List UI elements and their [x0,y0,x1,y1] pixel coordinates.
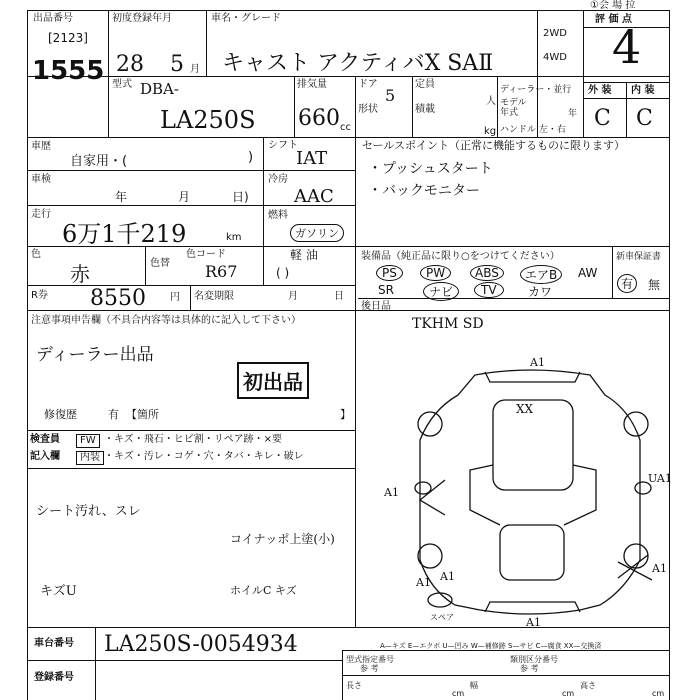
shape-label: 形状 [358,104,378,115]
color-no-label: 色替 [150,258,170,269]
inspector-label: 検査員 [30,434,60,445]
size-label: 長さ [346,681,362,690]
repair-label: 修復歴 [44,408,77,421]
recycle-value: 8550 [90,286,146,311]
equip-airbag: エアB [520,265,562,284]
usage-close: ) [248,150,254,165]
fourwd-label: 4WD [543,52,567,63]
equip-pw: PW [420,265,451,281]
sales-label: セールスポイント（正常に機能するものに限ります） [362,139,626,152]
aftermarket-label: 後日品 [361,301,391,312]
carname-label: 車名・グレード [211,13,281,24]
warranty-no: 無 [648,278,661,292]
diagram-mark-rear-left: A1 [416,576,431,589]
diagram-mark-left: A1 [384,486,399,499]
type-label: 型式指定番号 [346,655,394,664]
usage-label: 車歴 [31,141,51,152]
notes-value: ディーラー出品 [36,345,154,365]
color-label: 色 [31,249,41,260]
displacement-unit: cc [340,122,351,133]
row2-head: 内装 [76,451,104,465]
capacity-label: 定員 [415,79,435,90]
equip-tv: TV [474,282,504,298]
repair-close: 】 [340,408,351,421]
meigi-month: 月 [288,291,298,302]
int-label: 内 装 [631,85,655,96]
int-value: C [636,106,653,131]
warranty-label: 新車保証書 [616,252,662,262]
class-label: 類別区分番号 [510,655,558,664]
handle-label: ハンドル 左・右 [500,125,566,135]
ext-value: C [594,106,611,131]
fuel-label: 燃料 [268,210,288,221]
record-label: 記入欄 [30,451,60,462]
remark-line-1: シート汚れ、スレ [36,504,141,519]
aftermarket-value: TKHM SD [412,316,484,332]
remark-line-4: ホイルC キズ [230,584,297,597]
height-unit-cm: cm [652,689,665,698]
color-value: 赤 [70,262,90,286]
shaken-year: 年 [115,190,128,204]
diagram-mark-wheel: A1 [440,570,455,583]
diagram-mark-bottom: A1 [526,616,541,629]
doors-label: ドア [358,79,378,90]
first-listing-stamp: 初出品 [237,362,309,399]
meigi-day: 日 [334,291,344,302]
equip-leather: カワ [528,285,553,299]
sales-point-2: ・バックモニター [368,183,480,199]
reg-label: 登録番号 [34,672,74,683]
chassis-label: 車台番号 [34,638,74,649]
width-label: 幅 [470,681,478,690]
equip-navi: ナビ [423,282,459,301]
class-ref: 参 考 [520,664,539,673]
usage-value: 自家用・( [70,154,128,169]
shaken-month: 月 [178,190,191,204]
recycle-unit: 円 [170,292,180,303]
warranty-yes: 有 [617,274,637,293]
displacement-value: 660 [298,106,340,131]
height-label: 高さ [580,681,596,690]
year-unit: 年 [568,109,578,119]
shift-value: IAT [296,148,328,169]
row1-head: FW [76,434,100,448]
lot-code: [2123] [48,31,88,45]
equip-aw: AW [578,266,598,280]
diagram-mark-roof: A1 [530,356,545,369]
mileage-label: 走行 [31,209,51,220]
width-unit-cm: cm [562,689,575,698]
chassis-value: LA250S-0054934 [104,632,298,657]
meigi-label: 名変期限 [194,291,234,302]
sales-point-1: ・プッシュスタート [368,161,493,177]
displacement-label: 排気量 [297,79,327,90]
shaken-label: 車検 [31,174,51,185]
doors-value: 5 [385,86,396,105]
diagram-mark-rear-right: A1 [652,562,667,575]
model-year-label: モデル年式 [500,98,527,118]
fuel-value: ガソリン [290,224,344,242]
model-prefix: DBA- [140,80,179,98]
size-unit-cm: cm [452,689,465,698]
shaken-day: 日) [232,190,249,204]
mileage-unit: km [226,232,242,243]
type-ref: 参 考 [360,664,379,673]
color-code-label: 色コード [186,249,226,260]
auction-place: ①会 場 拉 [590,0,636,11]
equipment-label: 装備品（純正品に限り○をつけてください） [361,251,560,262]
remark-line-2: コイナッポ上塗(小) [230,532,335,546]
recycle-label: R券 [31,290,48,301]
first-reg-year: 28 [116,52,144,77]
mileage-value: 6万1千219 [62,220,187,248]
lot-number: 1555 [32,56,105,86]
first-reg-label: 初度登録年月 [112,13,172,24]
lot-label: 出品番号 [33,13,73,24]
first-reg-month: 5 [170,52,184,77]
repair-place: 【箇所 [126,408,159,421]
grade-value: 4 [612,20,642,74]
ext-label: 外 装 [588,85,612,96]
ac-value: AAC [294,186,334,207]
month-unit: 月 [190,64,200,75]
capacity-unit: 人 [486,96,496,107]
color-code-value: R67 [205,262,238,281]
diagram-mark-hood: XX [516,402,534,416]
fuel-alt: 軽 油 [290,248,318,262]
row1-items: ・キズ・飛石・ヒビ割・リペア跡・×要 [104,434,282,445]
shift-label: シフト [268,140,298,151]
model-value: LA250S [160,106,256,134]
model-label: 型式 [112,79,132,90]
twowd-label: 2WD [543,28,567,39]
load-label: 積載 [415,104,435,115]
remark-line-3: キズU [40,584,77,599]
load-unit: kg [484,126,497,137]
equip-sr: SR [378,283,394,297]
legend: A—キズ E—エクボ U—凹み W—補修跡 S—サビ C—腐食 XX—交換済 [380,642,602,650]
grade-label: 評 価 点 [595,14,632,25]
row2-items: ・キズ・汚レ・コゲ・穴・タバ・キレ・破レ [104,451,304,462]
equip-abs: ABS [470,265,504,281]
ac-label: 冷房 [268,174,288,185]
equip-ps: PS [376,265,403,281]
repair-yes: 有 [108,408,119,421]
dealer-label: ディーラー・並行 [500,85,572,95]
notes-label: 注意事項申告欄（不具合内容等は具体的に記入して下さい） [31,315,301,326]
diagram-mark-right: UA1 [648,472,672,485]
fuel-paren: ( ) [276,266,290,280]
spare-label: スペア [430,613,454,622]
carname-value: キャスト アクティバX SAⅡ [222,51,494,76]
